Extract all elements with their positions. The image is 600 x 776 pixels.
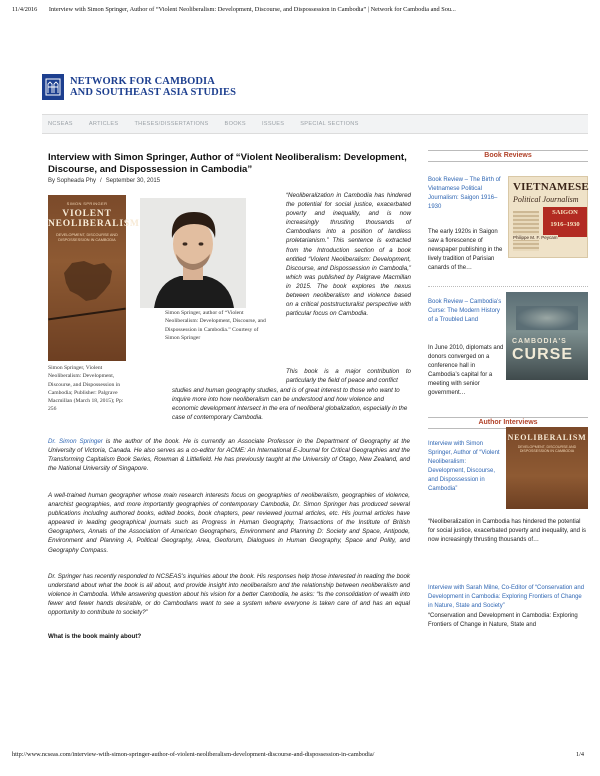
logo-text (70, 76, 236, 98)
intro-contribution-start: This book is a major contribution to particularly the field of peace and conflict (286, 368, 411, 385)
author-interviews-heading: Author Interviews (428, 417, 588, 429)
article-title: Interview with Simon Springer, Author of “Violent Neoliberalism: Development, Discourse, and Dispossession in Cambodia” (48, 152, 407, 175)
interview-1-thumb-subtitle: DEVELOPMENT, DISCOURSE AND DISPOSSESSION IN CAMBODIA (517, 445, 577, 454)
interview-1-link-block (428, 440, 504, 493)
intro-quote: “Neoliberalization in Cambodia has hindered the potential for social justice, exacerbated poverty and inequality, and is now increasingly thrusting thousands of Cambodians into a position of landless proletarianism.” This sentence is extracted from the Introduction section of a book entitled “Violent Neoliberalism: Development, Discourse, and Dispossession in Cambodia,” which was published by Palgrave Macmillan in 2015. The book explores the nexus between neoliberalism and violence based on a critical poststructuralist perspective with particular focus on Cambodia. (286, 192, 411, 318)
byline-separator: / (100, 178, 102, 184)
print-page-title: Interview with Simon Springer, Author of “Violent Neoliberalism: Development, Discourse, and Dispossession in Cambodia” | Network for Cambodia and Sou... (48, 6, 456, 13)
response-paragraph: Dr. Springer has recently responded to NCSEAS’s inquiries about the book. His responses help those interested in reading the book understand about what the book is all about, and provide insight into neoliberalism and the relationship between neoliberalism and violence in Cambodia. While answering question about his vision for a better Cambodia, he asks: “Is the consolidation of wealth into fewer and fewer hands desirable, or do Cambodians want to see a system where everyone is taken care of and has an equal opportunity to contribute to society?” (48, 573, 410, 617)
book-cover-title-line-2: NEOLIBERALISM (48, 219, 140, 229)
logo-line-1: NETWORK FOR CAMBODIA (70, 76, 215, 87)
review-1-thumbnail[interactable] (508, 176, 588, 258)
review-2-thumb-landscape (516, 306, 578, 330)
sidebar (428, 150, 589, 628)
author-portrait-caption: Simon Springer, author of “Violent Neoliberalism: Development, Discourse, and Dispossession in Cambodia.” Courtesy of Simon Springer (165, 310, 266, 341)
research-paragraph: A well-trained human geographer whose main research interests focus on geographies of neoliberalism, geographies of violence, anarchist geographies, and more importantly geographies of contemporary Cambodia, Dr. Simon Springer has produced several publications including authored books, edited books, book chapters, peer reviewed journal articles, etc. His journal articles have appeared in leading geographical journals such as Progress in Human Geography, Transactions of the Institute of British Geographers, Annals of the Association of American Geographers, Environment and Planning D: Society and Space, Antipode, Environment and Planning A, Political Geography, Area, Geoforum, Dialogues in Human Geography, Space and Polity, and Geography Compass. (48, 492, 410, 554)
review-1-thumb-city: SAIGON (552, 209, 578, 216)
article-header (48, 152, 410, 184)
print-date: 11/4/2016 (12, 6, 38, 13)
barbed-wire-graphic (48, 308, 126, 321)
nav-item-books[interactable]: BOOKS (224, 121, 246, 127)
book-cover-title (48, 209, 140, 229)
review-2-link[interactable]: Book Review – Cambodia’s Curse: The Modern History of a Troubled Land (428, 299, 502, 323)
byline-date: September 30, 2015 (105, 178, 161, 184)
review-1-excerpt (428, 228, 504, 273)
interview-1-excerpt: “Neoliberalization in Cambodia has hindered the potential for social justice, exacerbated poverty and inequality, and is now increasingly thrusting thousands of… (428, 519, 586, 543)
interview-2-block (428, 584, 588, 630)
interview-2-excerpt: “Conservation and Development in Cambodia: Exploring Frontiers of Change in Nature, State and (428, 612, 578, 628)
nav-item-articles[interactable]: ARTICLES (88, 121, 119, 127)
review-2-thumb-line-1: CAMBODIA'S (512, 338, 567, 345)
logo-line-2: AND SOUTHEAST ASIA STUDIES (70, 87, 237, 98)
author-portrait[interactable] (140, 198, 246, 308)
author-profile-link[interactable]: Dr. Simon Springer (48, 438, 103, 445)
review-1-thumb-banner (543, 207, 587, 237)
nav-item-ncseas[interactable]: NCSEAS (48, 121, 73, 127)
site-logo[interactable] (42, 74, 236, 100)
sidebar-divider (428, 286, 588, 287)
nav-item-special-sections[interactable]: SPECIAL SECTIONS (300, 121, 359, 127)
interview-1-excerpt-block (428, 518, 588, 545)
book-reviews-heading: Book Reviews (428, 150, 588, 162)
main-nav (42, 114, 588, 134)
logo-emblem-icon (42, 74, 64, 100)
review-1-thumb-author: Philippe M. F. Peycam (513, 235, 558, 240)
review-1-thumb-subtitle: Political Journalism (513, 195, 579, 204)
print-page-number: 1/4 (575, 751, 584, 758)
interview-1-link[interactable]: Interview with Simon Springer, Author of “Violent Neoliberalism: Development, Discourse, and Dispossession in Cambodia” (428, 441, 500, 492)
review-1-excerpt-block (428, 228, 504, 273)
review-1-thumb-newsprint (513, 211, 539, 251)
review-2-excerpt-block (428, 344, 588, 397)
byline (48, 178, 410, 184)
interview-1-thumb-title: NEOLIBERALISM (507, 433, 587, 442)
print-url: http://www.ncseas.com/interview-with-simon-springer-author-of-violent-neoliberalism-development-discourse-and-dispossession-in-cambodia/ (12, 751, 375, 758)
review-2-excerpt: In June 2010, diplomats and donors converged on a conference hall in Cambodia’s capital for a meeting with senior government… (428, 345, 504, 396)
byline-author[interactable]: By Sopheada Phy (48, 178, 97, 184)
book-cover-subtitle: DEVELOPMENT, DISCOURSE AND DISPOSSESSION IN CAMBODIA (56, 233, 118, 242)
author-portrait-graphic (140, 198, 246, 308)
book-cover-title-line-1: VIOLENT (62, 209, 112, 219)
nav-item-theses[interactable]: THESES/DISSERTATIONS (134, 121, 209, 127)
print-header (12, 6, 592, 13)
book-cover-author: SIMON SPRINGER (66, 201, 108, 206)
book-cover-caption: Simon Springer, Violent Neoliberalism: Development, Discourse, and Dispossession in Cambodia; Publisher: Palgrave Macmillan (March 18, 2015); Pp: 256 (48, 365, 124, 413)
nav-item-issues[interactable]: ISSUES (261, 121, 285, 127)
review-1-link-block (428, 176, 502, 212)
review-1-thumb-years: 1916–1930 (550, 221, 580, 228)
bio-paragraph (48, 437, 410, 473)
print-footer (12, 751, 590, 758)
review-2-thumb-line-2: CURSE (512, 346, 574, 363)
interview-1-thumbnail[interactable] (506, 427, 588, 509)
intro-contribution-continued: studies and human geography studies, and is of great interest to those who want to inquire more into how neoliberalism can be understood and how violence and economic development intersect in the era of neoliberal globalization, especially in the case of contemporary Cambodia. (172, 387, 408, 422)
question-heading: What is the book mainly about? (48, 633, 142, 640)
review-1-link[interactable]: Book Review – The Birth of Vietnamese Political Journalism: Saigon 1916–1930 (428, 177, 501, 210)
cambodia-map-icon (58, 255, 116, 305)
book-cover-image[interactable] (48, 195, 140, 361)
review-2-link-block (428, 298, 504, 325)
interview-2-link[interactable]: Interview with Sarah Milne, Co-Editor of “Conservation and Development in Cambodia: Exploring Frontiers of Change in Nature, State and Society” (428, 585, 585, 609)
review-1-thumb-title: VIETNAMESE (513, 181, 589, 193)
review-1-excerpt-text: The early 1920s in Saigon saw a florescence of newspaper publishing in the lively tradition of Parisian canards of the… (428, 229, 503, 271)
bio-paragraph-text: is the author of the book. He is currently an Associate Professor in the Department of Geography at the University of Victoria, Canada. He also serves as a co-editor for ACME: An International E-Journal for Critical Geographies and the Transforming Capitalism Book Series, Rowman & Littlefield. He has previously taught at the University of Otago, New Zealand, and the National University of Singapore. (48, 438, 410, 473)
